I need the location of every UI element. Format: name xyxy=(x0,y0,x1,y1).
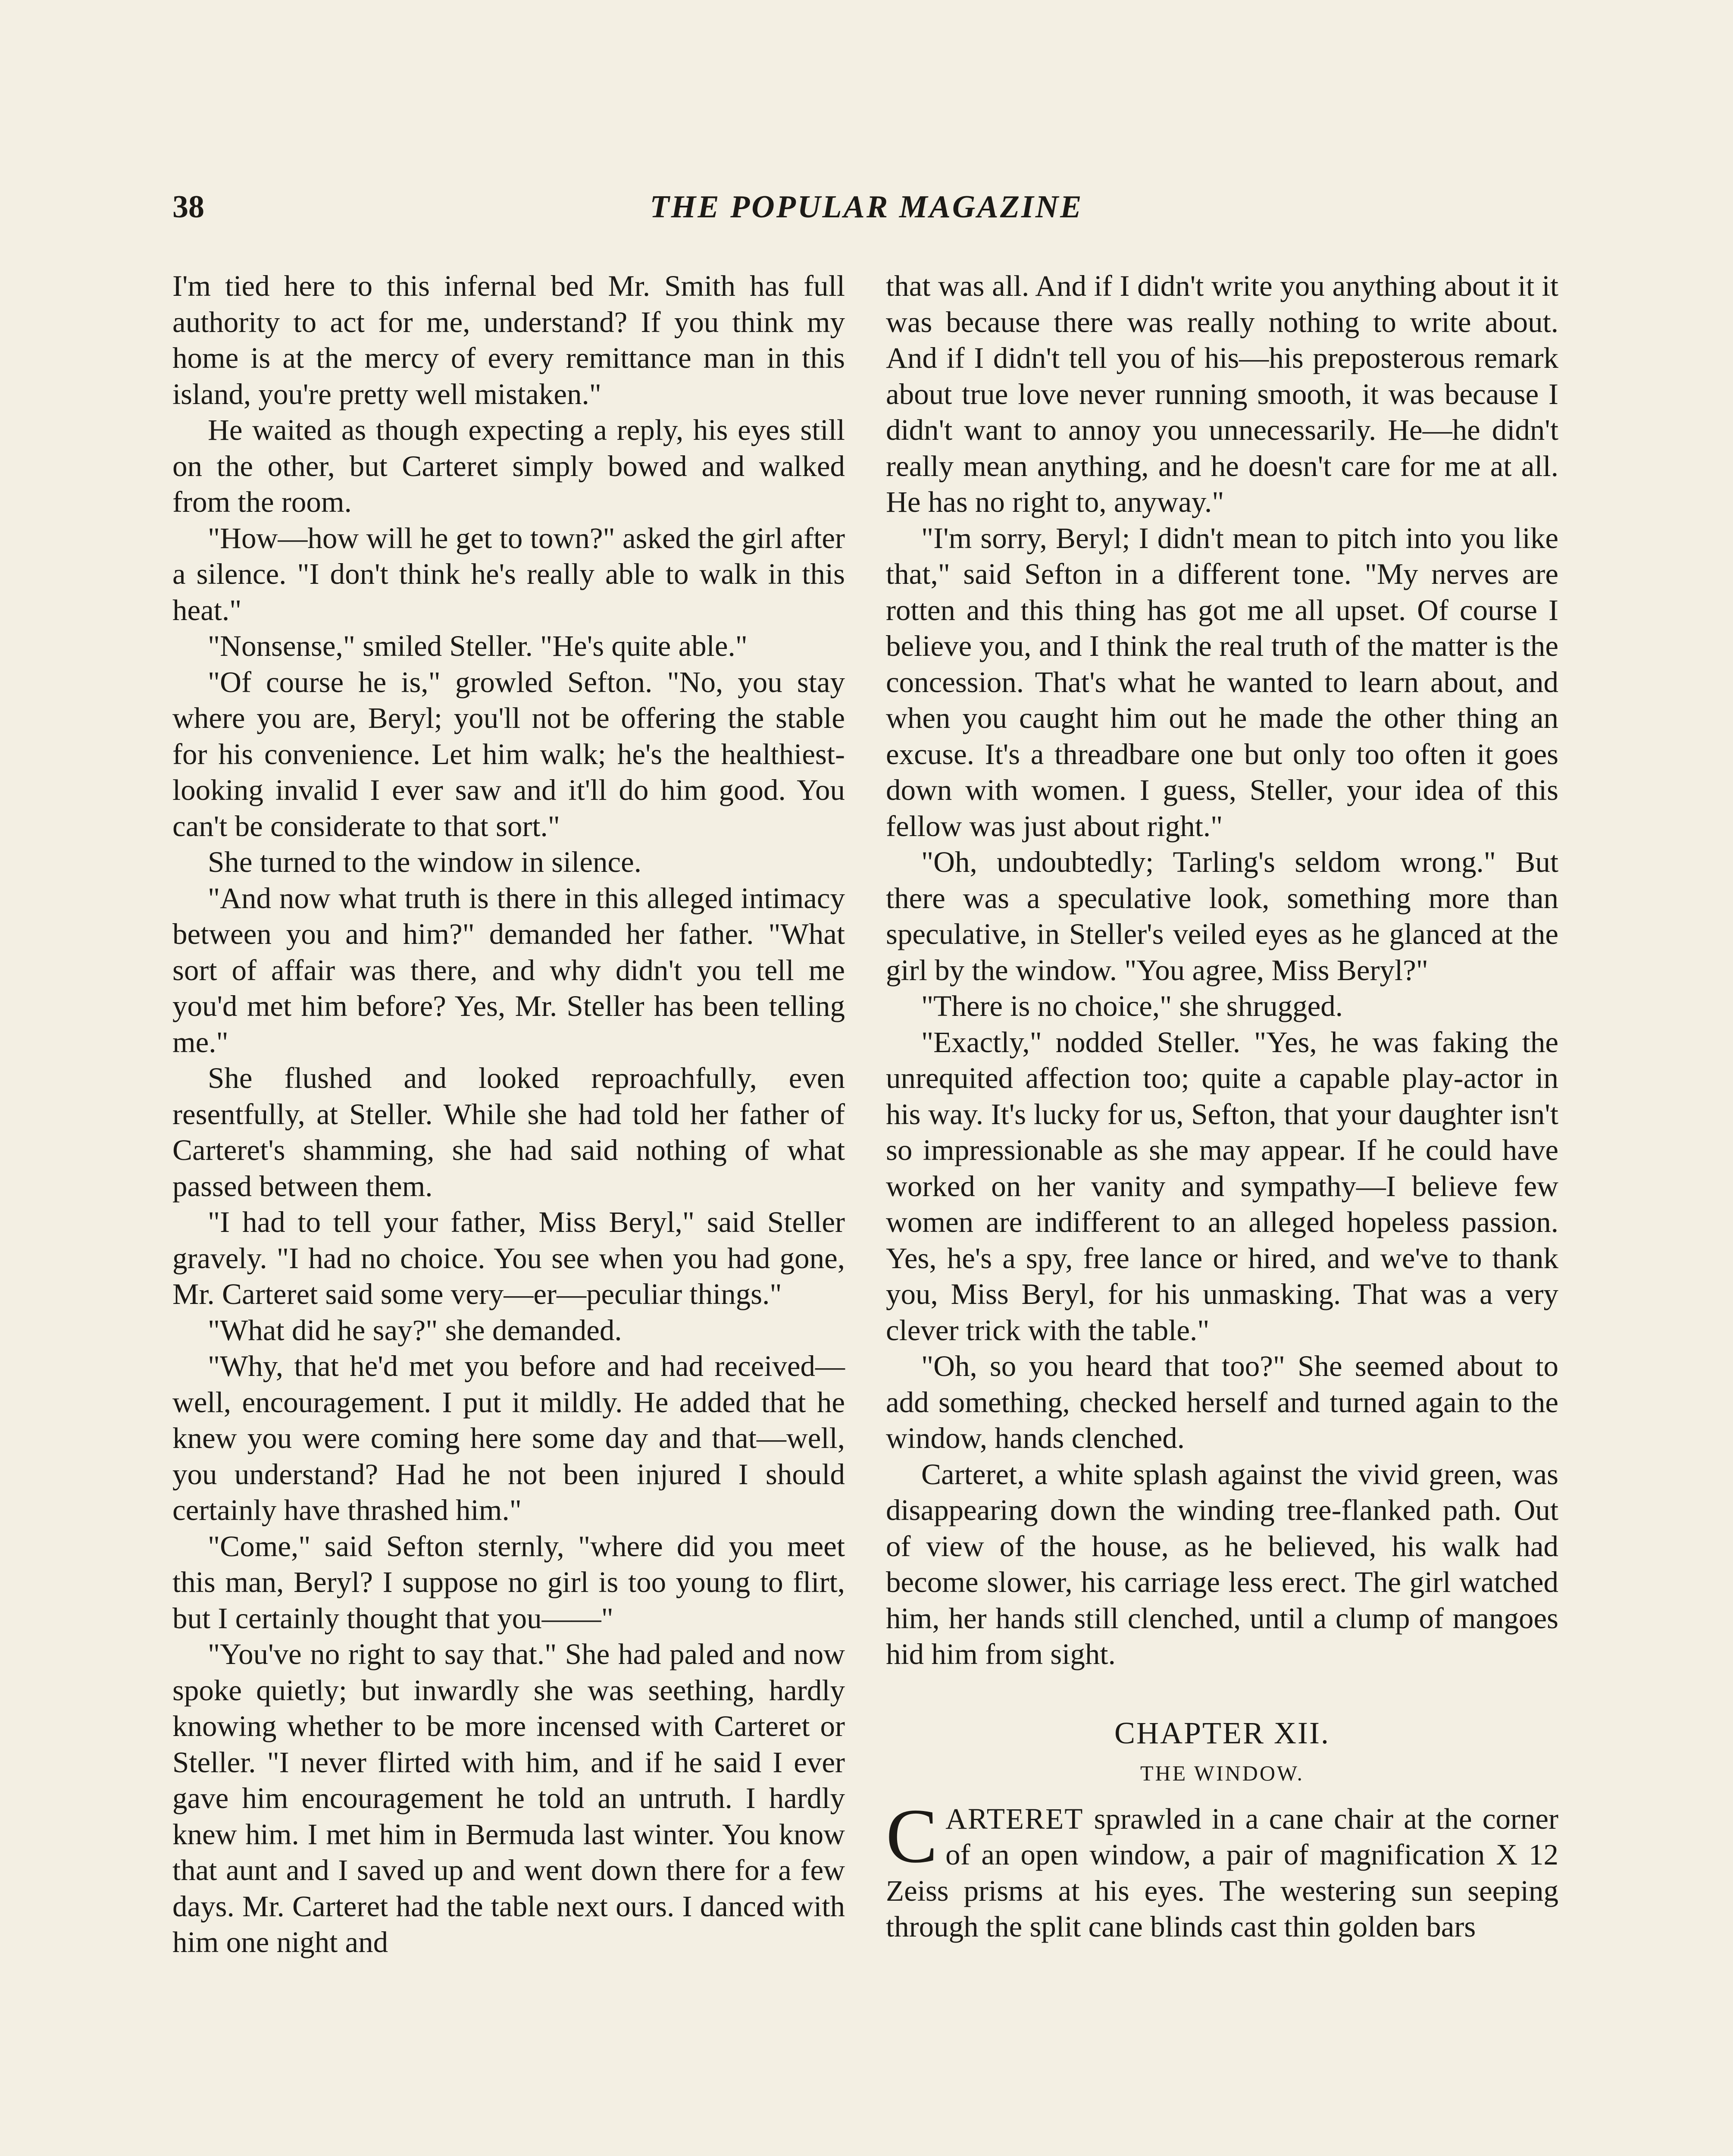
paragraph: "What did he say?" she demanded. xyxy=(208,1313,622,1347)
paragraph: "I'm sorry, Beryl; I didn't mean to pitch into you like that," said Sefton in a different tone. "My nerves are rotten and this thing has got me all upset. Of course I believe you, and I think the real truth of the matter is the concession. That's what he wanted to learn about, and when you caught him out he made the other thing an excuse. It's a threadbare one but only too often it goes down with women. I guess, Steller, your idea of this fellow was just about right." xyxy=(886,521,1558,843)
paragraph: "You've no right to say that." She had paled and now spoke quietly; but inwardly she was seething, hardly knowing whether to be more incensed with Carteret or Steller. "I never flirted with him, and if he said I ever gave him encouragement he told an untruth. I hardly knew him. I met him in Bermuda last winter. You know that aunt and I saved up and went down there for a few days. Mr. Carteret had the table next ours. I danced with him one night and xyxy=(172,1638,845,1959)
chapter-heading: CHAPTER XII. xyxy=(1114,1715,1330,1750)
paragraph: "I had to tell your father, Miss Beryl," said Steller gravely. "I had no choice. You see when you had gone, Mr. Carteret said some very—er—peculiar things." xyxy=(172,1206,845,1310)
paragraph: She flushed and looked reproachfully, even resentfully, at Steller. While she had told her father of Carteret's shamming, she had said nothing of what passed between them. xyxy=(172,1062,845,1203)
chapter-subtitle: THE WINDOW. xyxy=(1140,1761,1304,1785)
paragraph: that was all. And if I didn't write you anything about it it was because there was really nothing to write about. And if I didn't tell you of his—his preposterous remark about true love never running smooth, it was because I didn't want to annoy you unnecessarily. He—he didn't really mean anything, and he doesn't care for me at all. He has no right to, anyway." xyxy=(886,270,1558,518)
opening-text: sprawled in a cane chair at the corner of an open window, a pair of magnification X 12 Zeiss prisms at his eyes. The westering sun seeping through the split cane blinds cast thin golden bars xyxy=(886,1802,1558,1943)
paragraph: "Why, that he'd met you before and had received—well, encouragement. I put it mildly. He added that he knew you were coming here some day and that—well, you understand? Had he not been injured I should certainly have thrashed him." xyxy=(172,1350,845,1526)
paragraph: "Nonsense," smiled Steller. "He's quite able." xyxy=(208,630,748,662)
paragraph: "Exactly," nodded Steller. "Yes, he was faking the unrequited affection too; quite a capable play-actor in his way. It's lucky for us, Sefton, that your daughter isn't so impressionable as she may appear. If he could have worked on her vanity and sympathy—I believe few women are indifferent to an alleged hopeless passion. Yes, he's a spy, free lance or hired, and we've to thank you, Miss Beryl, for his unmasking. That was a very clever trick with the table." xyxy=(886,1025,1558,1347)
paragraph: "Oh, undoubtedly; Tarling's seldom wrong." But there was a speculative look, something more than speculative, in Steller's veiled eyes as he glanced at the girl by the window. "You agree, Miss Beryl?" xyxy=(886,846,1558,987)
paragraph: She turned to the window in silence. xyxy=(208,846,642,878)
paragraph: I'm tied here to this infernal bed Mr. Smith has full authority to act for me, understand? If you think my home is at the mercy of every remittance man in this island, you're pretty well mistaken." xyxy=(172,270,845,411)
paragraph: "Come," said Sefton sternly, "where did you meet this man, Beryl? I suppose no girl is too young to flirt, but I certainly thought that you——" xyxy=(172,1529,845,1635)
paragraph: Carteret, a white splash against the vivid green, was disappearing down the winding tree-flanked path. Out of view of the house, as he believed, his walk had become slower, his carriage less erect. The girl watched him, her hands still clenched, until a clump of mangoes hid him from sight. xyxy=(886,1457,1558,1670)
paragraph: "Oh, so you heard that too?" She seemed about to add something, checked herself and turned again to the window, hands clenched. xyxy=(886,1350,1558,1454)
paragraph: He waited as though expecting a reply, his eyes still on the other, but Carteret simply bowed and walked from the room. xyxy=(172,414,845,518)
paragraph: "Of course he is," growled Sefton. "No, you stay where you are, Beryl; you'll not be offering the stable for his convenience. Let him walk; he's the healthiest-looking invalid I ever saw and it'll do him good. You can't be considerate to that sort." xyxy=(172,665,845,843)
left-column xyxy=(172,268,845,1961)
paragraph: "There is no choice," she shrugged. xyxy=(921,990,1343,1022)
drop-cap: C xyxy=(886,1792,938,1879)
paragraph: "And now what truth is there in this alleged intimacy between you and him?" demanded her father. "What sort of affair was there, and why didn't you tell me you'd met him before? Yes, Mr. Steller has been telling me." xyxy=(172,881,845,1059)
running-head xyxy=(172,189,1561,241)
paragraph: "How—how will he get to town?" asked the girl after a silence. "I don't think he's really able to walk in this heat." xyxy=(172,521,845,627)
page-number: 38 xyxy=(172,189,204,225)
opening-small-caps: ARTERET xyxy=(945,1802,1084,1835)
right-column xyxy=(886,268,1558,1945)
magazine-title: THE POPULAR MAGAZINE xyxy=(650,189,1083,225)
chapter-opening-paragraph xyxy=(886,1792,1558,1945)
